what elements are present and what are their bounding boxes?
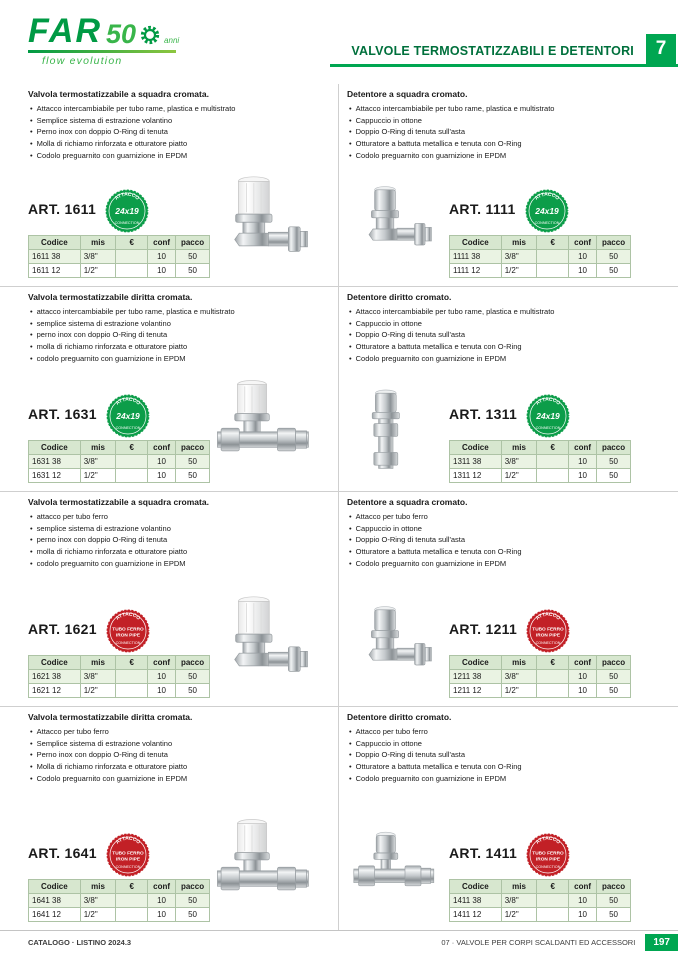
product-photo-angle-thermostatic-valve (212, 594, 312, 696)
article-number: ART. 1111 (449, 201, 516, 217)
table-cell (537, 264, 569, 278)
table-cell: 1/2" (80, 908, 116, 922)
column-header: € (116, 880, 148, 894)
column-header: conf (148, 236, 176, 250)
column-header: Codice (29, 236, 81, 250)
table-cell: 10 (148, 469, 176, 483)
feature-item: • Doppio O-Ring di tenuta sull'asta (347, 126, 650, 138)
column-header: € (537, 236, 569, 250)
feature-item: • Codolo preguarnito con guarnizione in EPDM (347, 353, 650, 365)
feature-item: • Attacco intercambiabile per tubo rame, plastica e multistrato (347, 103, 650, 115)
table-cell: 1311 38 (450, 455, 502, 469)
column-header: conf (569, 236, 597, 250)
table-cell: 50 (176, 455, 210, 469)
product-title: Valvola termostatizzabile diritta cromata. (28, 292, 193, 302)
feature-item: • Cappuccio in ottone (347, 115, 650, 127)
table-header-row (450, 236, 631, 250)
feature-item: • Codolo preguarnito con guarnizione in EPDM (347, 150, 650, 162)
product-card-1411 (339, 707, 678, 930)
table-cell: 1111 12 (450, 264, 502, 278)
column-header: pacco (176, 880, 210, 894)
product-grid (0, 84, 678, 930)
table-cell: 10 (569, 250, 597, 264)
table-cell: 10 (148, 264, 176, 278)
column-header: Codice (29, 880, 81, 894)
article-number: ART. 1311 (449, 406, 518, 422)
product-photo-straight-thermostatic-valve (212, 379, 312, 481)
product-photo-straight-lockshield (349, 379, 437, 481)
feature-item: • Molla di richiamo rinforzata e otturatore piatto (28, 761, 328, 773)
table-cell: 1/2" (80, 469, 116, 483)
column-header: pacco (597, 880, 631, 894)
table-cell: 50 (597, 469, 631, 483)
feature-item: • Otturatore a battuta metallica e tenuta con O-Ring (347, 341, 650, 353)
column-header: Codice (450, 880, 502, 894)
price-table (449, 440, 631, 483)
price-table (449, 235, 631, 278)
feature-item: • Semplice sistema di estrazione volantino (28, 738, 328, 750)
table-cell: 50 (176, 469, 210, 483)
feature-item: • attacco per tubo ferro (28, 511, 328, 523)
feature-item: • Attacco intercambiabile per tubo rame, plastica e multistrato (28, 103, 328, 115)
price-table (449, 879, 631, 922)
feature-item: • molla di richiamo rinforzata e otturatore piatto (28, 546, 328, 558)
product-card-1621 (0, 492, 339, 707)
page-number-badge: 197 (645, 934, 678, 951)
table-cell: 50 (176, 684, 210, 698)
table-cell: 1621 38 (29, 670, 81, 684)
table-row (29, 684, 210, 698)
table-cell (116, 264, 148, 278)
table-row (29, 455, 210, 469)
table-cell: 1211 38 (450, 670, 502, 684)
feature-item: • Otturatore a battuta metallica e tenuta con O-Ring (347, 138, 650, 150)
table-cell: 1411 12 (450, 908, 502, 922)
article-number: ART. 1411 (449, 845, 518, 861)
column-header: pacco (597, 236, 631, 250)
table-cell: 50 (176, 264, 210, 278)
table-cell: 1311 12 (450, 469, 502, 483)
table-cell: 10 (148, 250, 176, 264)
feature-list (28, 306, 328, 364)
attacco-tubo-ferro-badge-icon (105, 608, 151, 654)
product-title: Detentore diritto cromato. (347, 712, 452, 722)
table-row (29, 264, 210, 278)
column-header: pacco (176, 656, 210, 670)
feature-item: • Doppio O-Ring di tenuta sull'asta (347, 534, 650, 546)
table-cell: 10 (569, 684, 597, 698)
table-cell: 3/8" (80, 455, 116, 469)
table-cell: 1/2" (80, 264, 116, 278)
column-header: € (537, 441, 569, 455)
table-cell: 1/2" (501, 684, 537, 698)
far-logo (28, 12, 180, 67)
table-cell: 1641 38 (29, 894, 81, 908)
table-row (450, 684, 631, 698)
table-cell (116, 894, 148, 908)
table-header-row (29, 441, 210, 455)
column-header: € (537, 656, 569, 670)
footer-section-label: 07 · VALVOLE PER CORPI SCALDANTI ED ACCESSORI (441, 938, 636, 947)
column-header: € (116, 236, 148, 250)
attacco-24x19-badge-icon (105, 393, 151, 439)
column-header: conf (148, 880, 176, 894)
table-cell: 1631 12 (29, 469, 81, 483)
table-cell: 10 (569, 908, 597, 922)
table-cell: 10 (569, 469, 597, 483)
attacco-tubo-ferro-badge-icon (525, 832, 571, 878)
table-row (450, 908, 631, 922)
table-cell (116, 684, 148, 698)
table-cell (537, 684, 569, 698)
price-table (28, 440, 210, 483)
table-cell: 3/8" (501, 250, 537, 264)
feature-item: • Doppio O-Ring di tenuta sull'asta (347, 329, 650, 341)
table-cell (537, 455, 569, 469)
product-card-1111 (339, 84, 678, 287)
table-cell (537, 670, 569, 684)
table-cell: 50 (176, 670, 210, 684)
table-cell (116, 455, 148, 469)
table-row (29, 469, 210, 483)
table-cell: 3/8" (80, 250, 116, 264)
page-header (0, 0, 678, 84)
feature-item: • semplice sistema di estrazione volantino (28, 318, 328, 330)
table-cell: 50 (597, 455, 631, 469)
table-header-row (29, 236, 210, 250)
attacco-24x19-badge-icon (524, 188, 570, 234)
fifty-anniversary-number: 50 (106, 19, 137, 50)
article-number: ART. 1211 (449, 621, 518, 637)
table-cell (116, 908, 148, 922)
product-card-1311 (339, 287, 678, 492)
column-header: conf (569, 441, 597, 455)
column-header: pacco (176, 236, 210, 250)
column-header: mis (80, 880, 116, 894)
table-cell: 10 (569, 894, 597, 908)
table-cell: 50 (176, 894, 210, 908)
table-row (450, 469, 631, 483)
feature-item: • Otturatore a battuta metallica e tenuta con O-Ring (347, 546, 650, 558)
table-cell: 50 (597, 250, 631, 264)
table-cell: 3/8" (501, 670, 537, 684)
product-photo-angle-lockshield (349, 174, 437, 276)
product-photo-straight-lockshield (349, 818, 437, 920)
column-header: Codice (29, 656, 81, 670)
product-title: Valvola termostatizzabile a squadra cromata. (28, 497, 209, 507)
table-cell: 10 (569, 455, 597, 469)
column-header: Codice (450, 441, 502, 455)
column-header: mis (501, 441, 537, 455)
column-header: mis (80, 441, 116, 455)
table-row (450, 250, 631, 264)
feature-item: • attacco intercambiabile per tubo rame, plastica e multistrato (28, 306, 328, 318)
table-cell: 50 (176, 908, 210, 922)
table-cell: 10 (569, 670, 597, 684)
feature-list (28, 103, 328, 161)
product-card-1631 (0, 287, 339, 492)
attacco-24x19-badge-icon (525, 393, 571, 439)
attacco-24x19-badge-icon (104, 188, 150, 234)
article-number: ART. 1611 (28, 201, 97, 217)
column-header: Codice (450, 656, 502, 670)
table-header-row (29, 880, 210, 894)
far-logo-text: FAR (28, 12, 102, 50)
table-cell (116, 250, 148, 264)
table-cell: 50 (597, 908, 631, 922)
product-card-1641 (0, 707, 339, 930)
column-header: mis (80, 236, 116, 250)
anni-label: anni (164, 35, 180, 45)
table-cell: 1611 38 (29, 250, 81, 264)
table-cell: 1/2" (501, 264, 537, 278)
table-header-row (450, 656, 631, 670)
table-cell: 50 (176, 250, 210, 264)
feature-list (347, 103, 650, 161)
table-row (450, 894, 631, 908)
table-cell: 1/2" (501, 908, 537, 922)
table-cell: 10 (569, 264, 597, 278)
feature-item: • codolo preguarnito con guarnizione in EPDM (28, 353, 328, 365)
footer-rule (0, 930, 678, 931)
product-photo-angle-lockshield (349, 594, 437, 696)
feature-item: • Molla di richiamo rinforzata e otturatore piatto (28, 138, 328, 150)
feature-item: • semplice sistema di estrazione volantino (28, 523, 328, 535)
feature-item: • Codolo preguarnito con guarnizione in EPDM (28, 150, 328, 162)
column-header: Codice (450, 236, 502, 250)
table-row (450, 264, 631, 278)
table-row (29, 894, 210, 908)
flow-evolution-tagline: flow evolution (42, 54, 123, 67)
table-cell: 50 (597, 264, 631, 278)
product-title: Detentore a squadra cromato. (347, 89, 468, 99)
feature-item: • molla di richiamo rinforzata e otturatore piatto (28, 341, 328, 353)
column-header: Codice (29, 441, 81, 455)
table-cell: 1/2" (80, 684, 116, 698)
product-photo-angle-thermostatic-valve (212, 174, 312, 276)
table-cell: 1411 38 (450, 894, 502, 908)
column-header: conf (148, 441, 176, 455)
table-cell: 50 (597, 670, 631, 684)
table-cell: 3/8" (80, 894, 116, 908)
page-title: VALVOLE TERMOSTATIZZABILI E DETENTORI (351, 44, 634, 58)
section-rule (330, 64, 678, 67)
product-title: Valvola termostatizzabile a squadra cromata. (28, 89, 209, 99)
feature-item: • Attacco intercambiabile per tubo rame, plastica e multistrato (347, 306, 650, 318)
table-header-row (29, 656, 210, 670)
feature-item: • Cappuccio in ottone (347, 738, 650, 750)
page-footer (28, 934, 678, 951)
table-cell (116, 469, 148, 483)
product-title: Detentore diritto cromato. (347, 292, 452, 302)
table-cell: 1211 12 (450, 684, 502, 698)
column-header: mis (501, 656, 537, 670)
table-cell: 10 (148, 455, 176, 469)
table-cell (537, 894, 569, 908)
column-header: conf (148, 656, 176, 670)
feature-item: • Perno inox con doppio O-Ring di tenuta (28, 749, 328, 761)
table-cell: 50 (597, 684, 631, 698)
table-cell: 3/8" (501, 894, 537, 908)
table-cell: 50 (597, 894, 631, 908)
feature-item: • Codolo preguarnito con guarnizione in EPDM (347, 558, 650, 570)
feature-item: • Attacco per tubo ferro (28, 726, 328, 738)
feature-item: • codolo preguarnito con guarnizione in EPDM (28, 558, 328, 570)
table-cell: 10 (148, 908, 176, 922)
column-header: € (116, 441, 148, 455)
chapter-number-badge: 7 (646, 34, 676, 64)
product-card-1611 (0, 84, 339, 287)
feature-item: • perno inox con doppio O-Ring di tenuta (28, 329, 328, 341)
feature-item: • Cappuccio in ottone (347, 523, 650, 535)
price-table (28, 879, 210, 922)
product-card-1211 (339, 492, 678, 707)
feature-item: • Semplice sistema di estrazione volantino (28, 115, 328, 127)
table-cell: 3/8" (80, 670, 116, 684)
table-cell: 1111 38 (450, 250, 502, 264)
feature-list (347, 726, 650, 784)
product-title: Valvola termostatizzabile diritta cromata. (28, 712, 193, 722)
feature-item: • Codolo preguarnito con guarnizione in EPDM (347, 773, 650, 785)
table-cell (537, 469, 569, 483)
table-cell: 1631 38 (29, 455, 81, 469)
feature-list (28, 726, 328, 784)
feature-item: • perno inox con doppio O-Ring di tenuta (28, 534, 328, 546)
catalog-edition-label: CATALOGO · LISTINO 2024.3 (28, 938, 132, 947)
table-cell (116, 670, 148, 684)
logo-underline (28, 50, 176, 53)
attacco-tubo-ferro-badge-icon (105, 832, 151, 878)
table-row (29, 908, 210, 922)
column-header: pacco (176, 441, 210, 455)
table-cell: 10 (148, 670, 176, 684)
price-table (449, 655, 631, 698)
table-cell: 1621 12 (29, 684, 81, 698)
column-header: conf (569, 880, 597, 894)
feature-item: • Cappuccio in ottone (347, 318, 650, 330)
table-cell: 3/8" (501, 455, 537, 469)
article-number: ART. 1641 (28, 845, 97, 861)
column-header: € (116, 656, 148, 670)
feature-list (347, 306, 650, 364)
table-row (29, 250, 210, 264)
column-header: mis (501, 880, 537, 894)
table-cell: 10 (148, 894, 176, 908)
column-header: pacco (597, 441, 631, 455)
table-cell: 1641 12 (29, 908, 81, 922)
feature-item: • Perno inox con doppio O-Ring di tenuta (28, 126, 328, 138)
feature-list (28, 511, 328, 569)
product-photo-straight-thermostatic-valve (212, 818, 312, 920)
table-cell: 1611 12 (29, 264, 81, 278)
article-number: ART. 1631 (28, 406, 97, 422)
table-row (29, 670, 210, 684)
price-table (28, 235, 210, 278)
table-cell: 1/2" (501, 469, 537, 483)
attacco-tubo-ferro-badge-icon (525, 608, 571, 654)
table-cell (537, 250, 569, 264)
feature-item: • Otturatore a battuta metallica e tenuta con O-Ring (347, 761, 650, 773)
column-header: mis (80, 656, 116, 670)
table-row (450, 670, 631, 684)
table-header-row (450, 880, 631, 894)
article-number: ART. 1621 (28, 621, 97, 637)
table-header-row (450, 441, 631, 455)
feature-item: • Codolo preguarnito con guarnizione in EPDM (28, 773, 328, 785)
feature-item: • Attacco per tubo ferro (347, 726, 650, 738)
column-header: € (537, 880, 569, 894)
column-header: pacco (597, 656, 631, 670)
column-header: conf (569, 656, 597, 670)
table-cell (537, 908, 569, 922)
column-header: mis (501, 236, 537, 250)
feature-item: • Doppio O-Ring di tenuta sull'asta (347, 749, 650, 761)
table-row (450, 455, 631, 469)
table-cell: 10 (148, 684, 176, 698)
feature-list (347, 511, 650, 569)
price-table (28, 655, 210, 698)
product-title: Detentore a squadra cromato. (347, 497, 468, 507)
gear-icon (140, 25, 160, 45)
feature-item: • Attacco per tubo ferro (347, 511, 650, 523)
